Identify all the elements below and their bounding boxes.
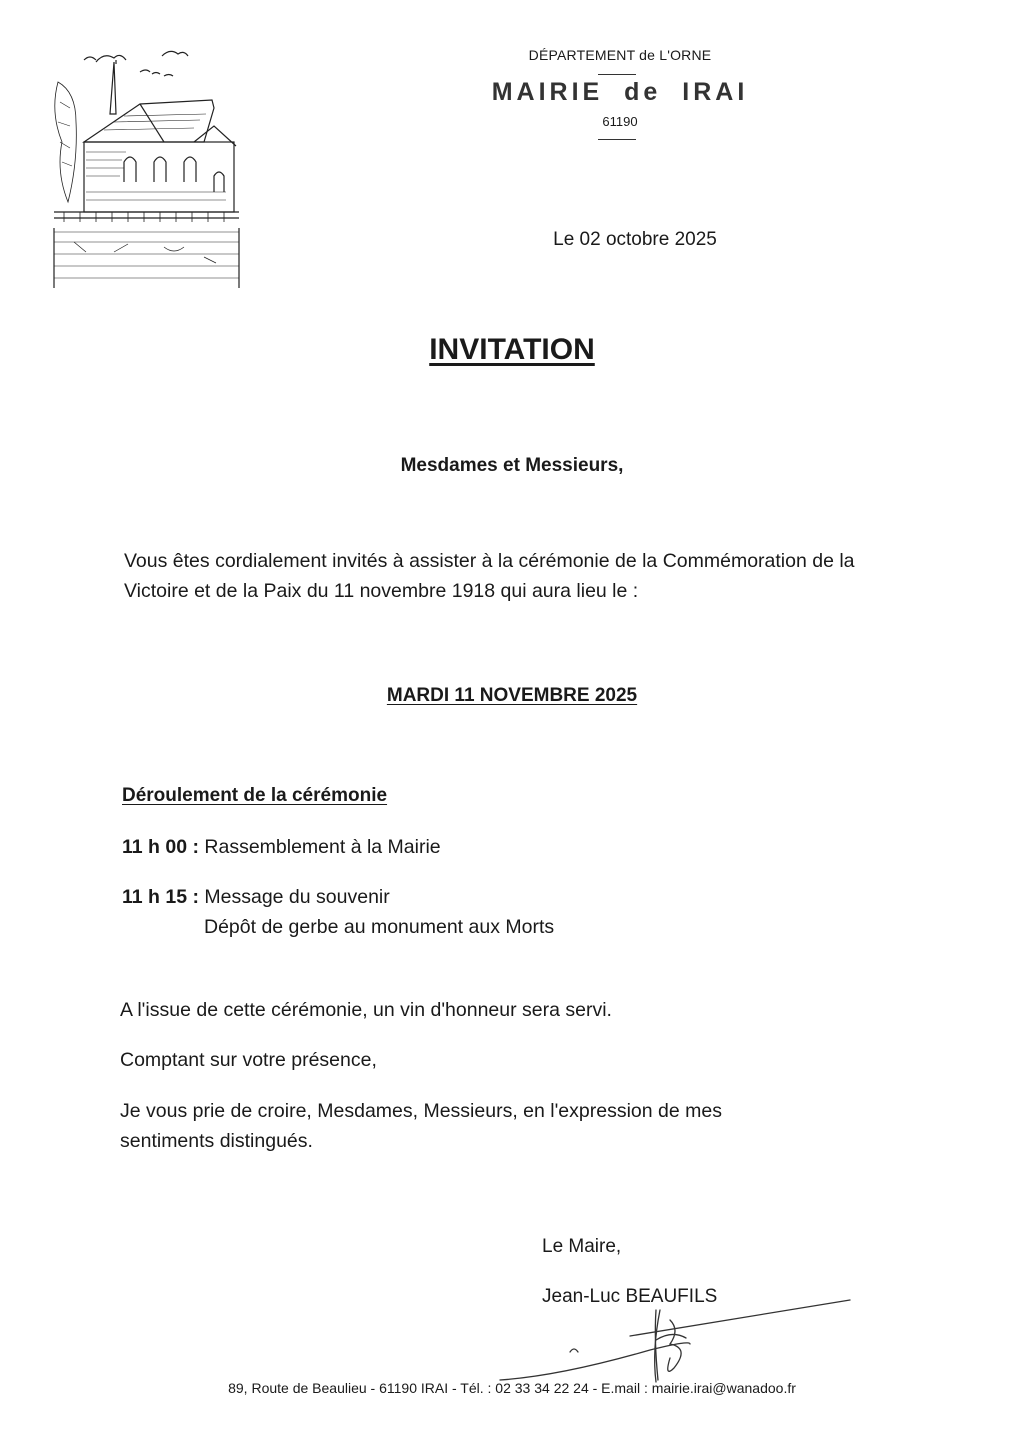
handwritten-signature-icon [460,1290,860,1390]
signature [460,1290,860,1390]
church-sketch-logo [44,42,244,292]
signatory-name: Jean-Luc BEAUFILS [542,1286,718,1307]
programme-time: 11 h 15 : [122,886,199,908]
church-sketch-icon [44,42,244,292]
intro-paragraph: Vous êtes cordialement invités à assister à la cérémonie de la Commémoration de la Victoire et de la Paix du 11 novembre 1918 qui aura lieu le : [124,550,855,602]
department-label: DÉPARTEMENT de L'ORNE [528,47,712,63]
document-title: INVITATION [429,333,595,366]
presence-text: Comptant sur votre présence, [120,1049,377,1071]
mairie-title: MAIRIE de IRAI [491,78,749,106]
postal-code: 61190 [602,114,638,129]
header-divider-bottom [598,139,636,140]
header-divider [598,74,636,75]
closing-formula: Je vous prie de croire, Mesdames, Messieurs, en l'expression de mes sentiments distingués. [120,1100,722,1152]
event-date: MARDI 11 NOVEMBRE 2025 [386,685,638,706]
programme-item [122,836,441,859]
programme-time: 11 h 00 : [122,836,199,858]
footer-address: 89, Route de Beaulieu - 61190 IRAI - Tél. : 02 33 34 22 24 - E.mail : mairie.irai@wanadoo.fr [228,1380,796,1396]
programme-text-continued: Dépôt de gerbe au monument aux Morts [204,916,555,938]
programme-text: Rassemblement à la Mairie [204,836,441,858]
programme-item [122,886,390,909]
letter-date: Le 02 octobre 2025 [553,229,717,250]
programme-title: Déroulement de la cérémonie [122,785,388,806]
signatory-role: Le Maire, [542,1236,622,1257]
programme-text: Message du souvenir [204,886,390,908]
salutation: Mesdames et Messieurs, [400,455,624,476]
reception-text: A l'issue de cette cérémonie, un vin d'honneur sera servi. [120,999,612,1021]
